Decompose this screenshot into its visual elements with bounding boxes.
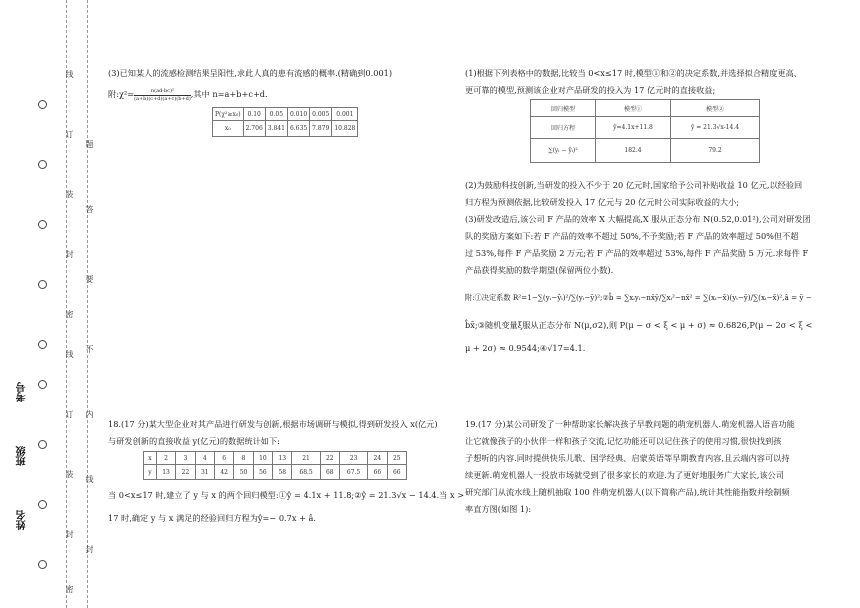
table-cell: 7.879: [310, 121, 332, 137]
table-cell: 68.5: [292, 465, 320, 480]
table-cell: 56: [253, 465, 272, 480]
table-cell: 2: [156, 452, 175, 465]
question-19-line-4: 续更新.萌宠机器人一投放市场就受到了很多家长的欢迎.为了更好地服务广大家长,该公司: [465, 470, 784, 480]
binding-char: 线: [65, 350, 74, 358]
chi-square-table: [212, 107, 358, 137]
binding-char: 题: [85, 140, 94, 148]
table-cell: 2.706: [243, 121, 265, 137]
question-3-line-3: 过 53%,每件 F 产品奖励 2 万元;若 F 产品的效率超过 53%,每件 F 产品奖励 5 万元.求每件 F: [465, 248, 809, 258]
table-cell: 0.05: [265, 108, 287, 121]
binding-char: 封: [85, 545, 94, 553]
binding-char: 要: [85, 275, 94, 283]
student-label-class: 班级: [17, 446, 28, 466]
chi-numerator: n(ad-bc)²: [134, 88, 191, 96]
binding-char: 密: [65, 585, 74, 593]
appendix-line-1: 附:①决定系数 R²=1−∑(yᵢ−ŷᵢ)²/∑(yᵢ−ȳ)²;②b̂ = ∑xᵢyᵢ−nx̄ȳ/∑xᵢ²−nx̄² = ∑(xᵢ−x̄)(yᵢ−ȳ)/∑(xᵢ−x̄)²,â = ȳ −: [465, 293, 812, 302]
appendix-formula: [108, 87, 268, 103]
binding-char: 内: [85, 410, 94, 418]
table-cell: 79.2: [670, 139, 759, 163]
table-cell: y: [144, 465, 157, 480]
table-cell: 66: [387, 465, 406, 480]
binding-hole-icon: [38, 560, 47, 569]
binding-hole-icon: [38, 160, 47, 169]
table-cell: 6: [214, 452, 233, 465]
question-18-line-4: 17 时,确定 y 与 x 满足的经验回归方程为ŷ=− 0.7x + â.: [108, 513, 317, 523]
binding-hole-icon: [38, 100, 47, 109]
table-cell: 6.635: [287, 121, 309, 137]
table-row: [531, 100, 760, 117]
binding-char: 装: [65, 470, 74, 478]
table-cell: ∑(yᵢ − ŷᵢ)²: [531, 139, 596, 163]
binding-hole-icon: [38, 220, 47, 229]
table-cell: ŷ=4.1x+11.8: [596, 117, 671, 139]
table-cell: 0.10: [243, 108, 265, 121]
chi-denominator: (a+b)(c+d)(a+c)(b+d): [134, 95, 191, 102]
table-row: [144, 465, 407, 480]
binding-hole-icon: [38, 500, 47, 509]
question-1-line-1: (1)根据下列表格中的数据,比较当 0<x≤17 时,模型①和②的决定系数,并选择拟合精度更高、: [465, 68, 802, 78]
table-cell: 58: [273, 465, 292, 480]
table-cell: 10.828: [332, 121, 358, 137]
binding-char: 订: [65, 130, 74, 138]
question-18-line-3: 当 0<x≤17 时,建立了 y 与 x 的两个回归模型:①ŷ = 4.1x + 11.8;②ŷ = 21.3√x − 14.4.当 x >: [108, 490, 465, 500]
question-18-line-2: 与研发创新的直接收益 y(亿元)的数据统计如下:: [108, 436, 280, 446]
table-cell: 23: [340, 452, 368, 465]
question-3-line-2: 队的奖励方案如下:若 F 产品的效率不超过 50%,不予奖励;若 F 产品的效率超过 50%但不超: [465, 231, 799, 241]
table-cell: 4: [195, 452, 214, 465]
question-19-line-5: 研究部门从流水线上随机抽取 100 件萌宠机器人(以下简称产品),统计其性能指数并绘制频: [465, 487, 790, 497]
binding-char: 线: [65, 70, 74, 78]
table-cell: 13: [273, 452, 292, 465]
question-19-line-2: 让它就像孩子的小伙伴一样和孩子交流,记忆功能还可以记住孩子的使用习惯,很快找到孩: [465, 436, 782, 446]
appendix-line-2: b̂x̄;③随机变量ξ服从正态分布 N(μ,σ2),则 P(μ − σ < ξ < μ + σ) ≈ 0.6826,P(μ − 2σ < ξ <: [465, 320, 813, 330]
binding-hole-icon: [38, 280, 47, 289]
table-row: [213, 108, 358, 121]
table-row: [144, 452, 407, 465]
question-19-line-6: 率直方图(如图 1):: [465, 504, 532, 514]
table-cell: 模型①: [596, 100, 671, 117]
question-2-line-2: 归方程为预测依据,比较研发投入 17 亿元与 20 亿元时公司实际收益的大小;: [465, 197, 740, 207]
xy-data-table: [143, 451, 407, 480]
table-cell: ŷ = 21.3√x-14.4: [670, 117, 759, 139]
table-cell: 68: [320, 465, 339, 480]
table-cell: 10: [253, 452, 272, 465]
student-label-name: 姓名: [17, 510, 28, 530]
table-cell: 回归模型: [531, 100, 596, 117]
table-cell: 模型②: [670, 100, 759, 117]
table-cell: 50: [234, 465, 253, 480]
binding-hole-icon: [38, 440, 47, 449]
table-cell: 67.5: [340, 465, 368, 480]
question-19-line-1: 19.(17 分)某公司研发了一种帮助家长解决孩子早教问题的萌宠机器人.萌宠机器人语音功能: [465, 419, 795, 429]
binding-char: 密: [65, 310, 74, 318]
appendix-prefix: 附:χ²=: [108, 89, 135, 99]
binding-hole-icon: [38, 380, 47, 389]
question-3-line-1: (3)研发改造后,该公司 F 产品的效率 X 大幅提高,X 服从正态分布 N(0.52,0.01²),公司对研发团: [465, 214, 811, 224]
binding-char: 订: [65, 410, 74, 418]
table-row: [531, 139, 760, 163]
table-row: [213, 121, 358, 137]
appendix-suffix: ,其中 n=a+b+c+d.: [190, 89, 268, 99]
binding-line-inner: [87, 0, 88, 608]
table-cell: x₀: [213, 121, 244, 137]
question-2-line-1: (2)为鼓励科技创新,当研发的投入不少于 20 亿元时,国家给予公司补贴收益 10 亿元,以经验回: [465, 180, 803, 190]
table-cell: 66: [368, 465, 387, 480]
chi-square-fraction: [134, 88, 191, 103]
table-cell: 42: [214, 465, 233, 480]
question-18-line-1: 18.(17 分)某大型企业对其产品进行研发与创新,根据市场调研与模拟,得到研发投入 x(亿元): [108, 419, 438, 429]
table-row: [531, 117, 760, 139]
table-cell: 8: [234, 452, 253, 465]
table-cell: 0.001: [332, 108, 358, 121]
table-cell: 3.841: [265, 121, 287, 137]
binding-hole-icon: [38, 340, 47, 349]
binding-char: 封: [65, 250, 74, 258]
table-cell: 13: [156, 465, 175, 480]
table-cell: 0.005: [310, 108, 332, 121]
table-cell: 22: [320, 452, 339, 465]
question-19-line-3: 子想听的内容.同时提供快乐儿歌、国学经典、启蒙英语等早期教育内容,且云端内容可以持: [465, 453, 790, 463]
regression-model-table: [530, 99, 760, 163]
binding-char: 封: [65, 530, 74, 538]
table-cell: 21: [292, 452, 320, 465]
binding-char: 装: [65, 190, 74, 198]
table-cell: 3: [176, 452, 195, 465]
table-cell: 25: [387, 452, 406, 465]
table-cell: x: [144, 452, 157, 465]
table-cell: 24: [368, 452, 387, 465]
binding-char: 不: [85, 345, 94, 353]
question-3-text: (3)已知某人的流感检测结果呈阳性,求此人真的患有流感的概率.(精确到0.001): [108, 68, 393, 78]
binding-char: 答: [85, 205, 94, 213]
table-cell: 182.4: [596, 139, 671, 163]
question-3-line-4: 产品获得奖励的数学期望(保留两位小数).: [465, 265, 614, 275]
table-cell: 0.010: [287, 108, 309, 121]
student-label-exam-number: 考号: [17, 382, 28, 402]
binding-line-outer: [66, 0, 67, 608]
table-cell: P(χ²≥x₀): [213, 108, 244, 121]
appendix-line-3: μ + 2σ) ≈ 0.9544;④√17=4.1.: [465, 343, 586, 353]
question-1-line-2: 更可靠的模型,预测该企业对产品研发的投入为 17 亿元时的直接收益;: [465, 85, 716, 95]
binding-char: 线: [85, 475, 94, 483]
table-cell: 回归方程: [531, 117, 596, 139]
table-cell: 22: [176, 465, 195, 480]
table-cell: 31: [195, 465, 214, 480]
